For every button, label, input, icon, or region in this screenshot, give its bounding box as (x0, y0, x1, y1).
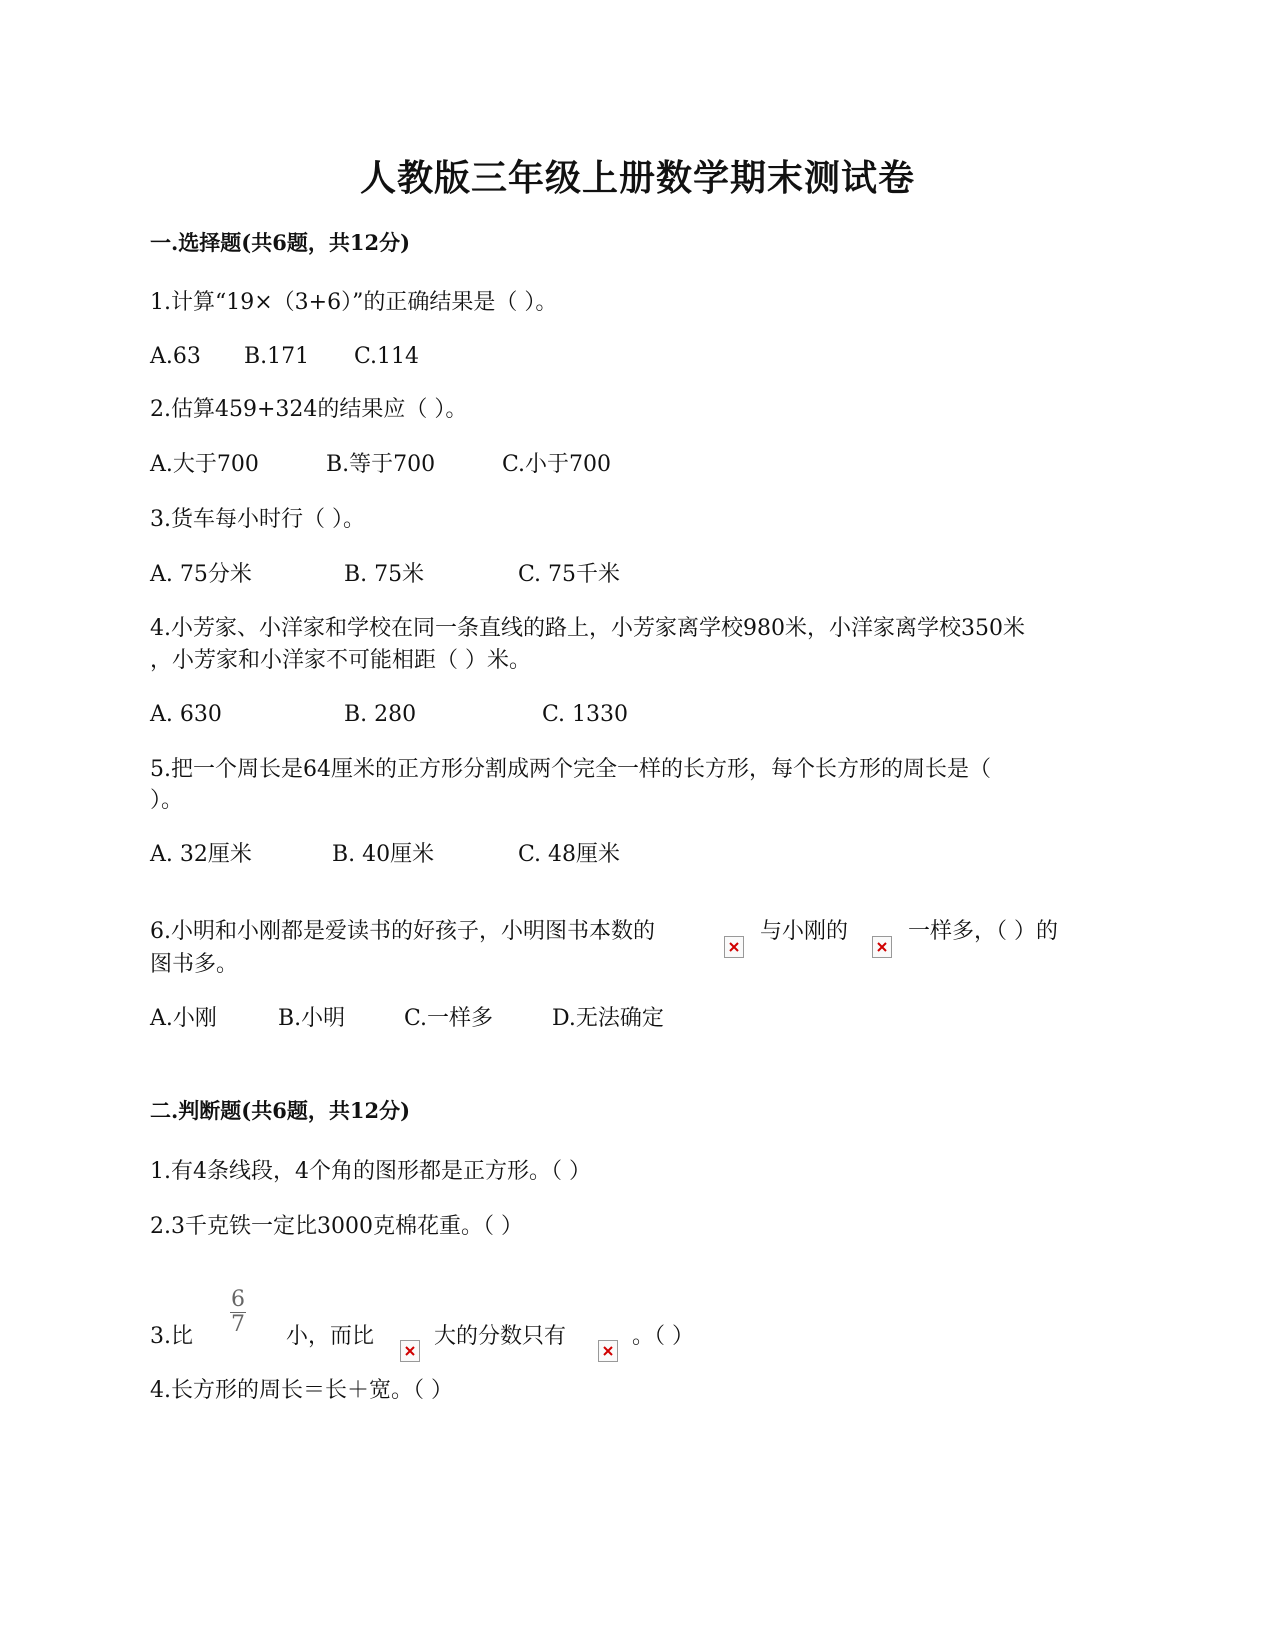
broken-image-icon (400, 1340, 420, 1362)
option-a: A.63 (150, 344, 201, 369)
question-2: 2.估算459+324的结果应（ ）。 (150, 397, 468, 422)
judge-question-3-part-3: 大的分数只有 (434, 1324, 567, 1349)
option-b: B.等于700 (326, 452, 436, 477)
option-b: B.小明 (278, 1006, 346, 1031)
option-a: A. 75分米 (150, 562, 252, 587)
option-c: C. 1330 (542, 702, 629, 727)
judge-question-1: 1.有4条线段，4个角的图形都是正方形。（ ） (150, 1159, 591, 1184)
option-b: B.171 (244, 344, 310, 369)
option-d: D.无法确定 (552, 1006, 664, 1031)
option-b: B. 75米 (344, 562, 425, 587)
judge-question-2: 2.3千克铁一定比3000克棉花重。（ ） (150, 1214, 523, 1239)
section-heading-choice: 一.选择题(共6题，共12分) (150, 230, 411, 255)
option-c: C. 75千米 (518, 562, 621, 587)
question-6-part-3: 一样多，（ ）的 (908, 919, 1058, 944)
option-a: A.大于700 (150, 452, 259, 477)
question-6-line-2: 图书多。 (150, 952, 239, 977)
broken-image-icon (598, 1340, 618, 1362)
fraction-numerator: 6 (231, 1287, 245, 1312)
section-heading-judge: 二.判断题(共6题，共12分) (150, 1098, 411, 1123)
judge-question-3-part-1: 3.比 (150, 1324, 193, 1349)
option-c: C. 48厘米 (518, 842, 621, 867)
judge-question-3-part-2: 小，而比 (286, 1324, 375, 1349)
question-1: 1.计算“19×（3+6）”的正确结果是（ ）。 (150, 290, 558, 315)
judge-question-4: 4.长方形的周长＝长＋宽。（ ） (150, 1378, 453, 1403)
broken-image-icon (724, 936, 744, 958)
question-6-part-1: 6.小明和小刚都是爱读书的好孩子，小明图书本数的 (150, 919, 655, 944)
question-4-line-2: ，小芳家和小洋家不可能相距（ ）米。 (150, 648, 531, 673)
page-title: 人教版三年级上册数学期末测试卷 (359, 157, 915, 199)
judge-question-3-part-4: 。（ ） (632, 1324, 694, 1349)
option-c: C.114 (354, 344, 420, 369)
question-5-line-2: ）。 (150, 788, 184, 813)
fraction-denominator: 7 (231, 1312, 245, 1337)
option-b: B. 40厘米 (332, 842, 435, 867)
fraction-six-sevenths (226, 1288, 250, 1337)
broken-image-icon (872, 936, 892, 958)
option-b: B. 280 (344, 702, 417, 727)
option-a: A. 630 (150, 702, 222, 727)
question-5-line-1: 5.把一个周长是64厘米的正方形分割成两个完全一样的长方形，每个长方形的周长是（ (150, 757, 991, 782)
option-c: C.一样多 (404, 1006, 494, 1031)
option-a: A.小刚 (150, 1006, 217, 1031)
question-4-line-1: 4.小芳家、小洋家和学校在同一条直线的路上，小芳家离学校980米，小洋家离学校350米 (150, 616, 1025, 641)
option-c: C.小于700 (502, 452, 612, 477)
option-a: A. 32厘米 (150, 842, 252, 867)
question-6-part-2: 与小刚的 (760, 919, 849, 944)
question-3: 3.货车每小时行（ ）。 (150, 507, 365, 532)
